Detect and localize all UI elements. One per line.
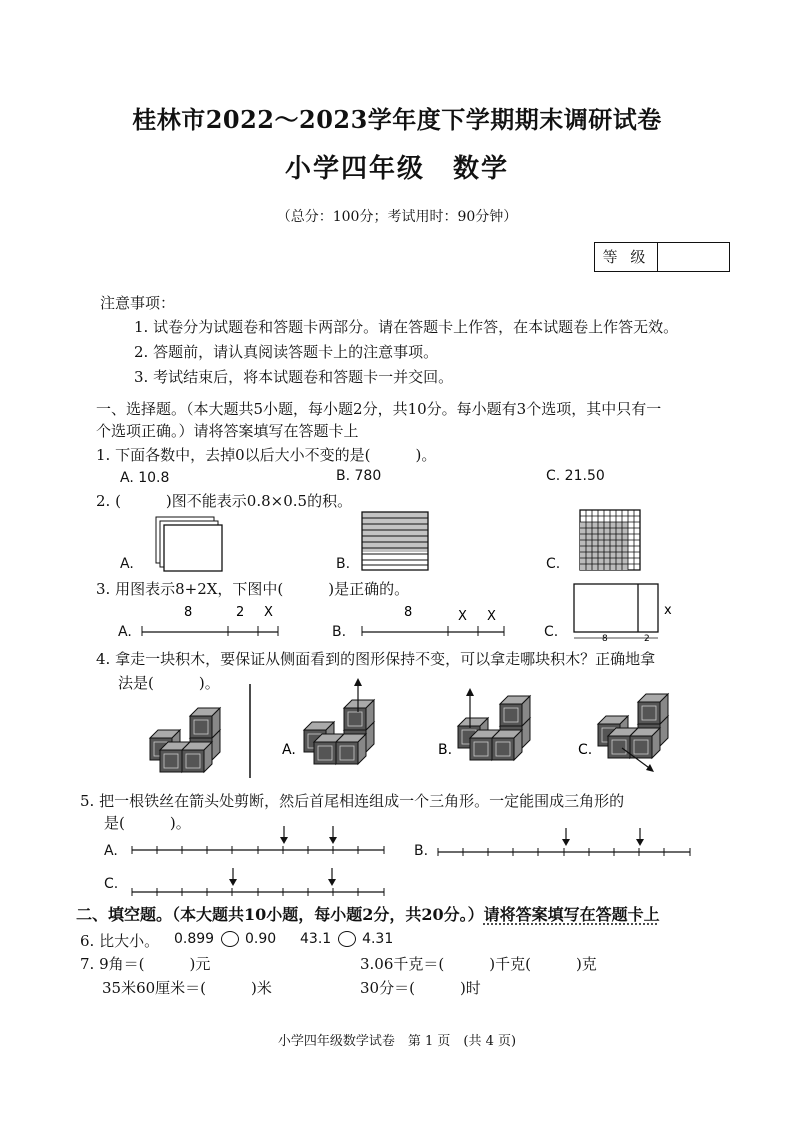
q3-a-label-x: X: [264, 605, 273, 620]
q7-item-meter: 35米60厘米＝( )米: [102, 979, 272, 997]
section2-heading-emph: 请将答案填写在答题卡上: [483, 905, 660, 924]
exam-title: 桂林市2022～2023学年度下学期期末调研试卷: [132, 105, 662, 134]
q2-figure-a: [150, 515, 230, 575]
q3-figure-c: [572, 582, 682, 642]
q7-item-hour: 30分＝( )时: [360, 979, 481, 997]
q1-option-a: A. 10.8: [120, 470, 170, 486]
q5-option-b: B.: [414, 843, 429, 859]
q3-c-label-2: 2: [644, 634, 650, 644]
q3-b-label-x2: X: [487, 609, 496, 624]
page-footer: 小学四年级数学试卷 第 1 页 (共 4 页): [277, 1034, 517, 1049]
q3-a-label-8: 8: [184, 605, 193, 620]
grade-blank: [658, 243, 729, 271]
q2-text: 2. ( )图不能表示0.8×0.5的积。: [96, 492, 353, 510]
section2-heading-plain: 二、填空题。（本大题共10小题，每小题2分，共20分。）: [76, 905, 484, 924]
q5-figure-a: [130, 824, 390, 858]
q6-a-left: 0.899: [174, 931, 215, 947]
q3-c-label-8: 8: [602, 634, 608, 644]
q4-option-b: B.: [438, 742, 453, 758]
q5-text-line1: 5. 把一根铁丝在箭头处剪断，然后首尾相连组成一个三角形。一定能围成三角形的: [80, 792, 625, 810]
q5-option-c: C.: [104, 876, 119, 892]
exam-subtitle: 小学四年级 数学: [284, 154, 509, 184]
q2-figure-b: [362, 512, 430, 572]
q3-option-b: B.: [332, 624, 347, 640]
q6-a-right: 0.90: [245, 931, 277, 947]
notice-item-3: 3. 考试结束后，将本试题卷和答题卡一并交回。: [134, 368, 454, 386]
exam-info: （总分：100分；考试用时：90分钟）: [276, 209, 518, 225]
q3-b-label-8: 8: [404, 605, 413, 620]
q4-original-figure: [150, 708, 220, 772]
q3-figure-a: [140, 604, 285, 640]
q1-option-c: C. 21.50: [546, 468, 605, 484]
q2-option-b: B.: [336, 556, 351, 572]
q4-option-a: A.: [282, 742, 296, 758]
q5-figure-b: [436, 824, 696, 858]
q6-compare-b: [300, 931, 393, 947]
notice-heading: 注意事项：: [100, 294, 176, 312]
section1-heading-line2: 个选项正确。）请将答案填写在答题卡上: [96, 422, 359, 440]
section1-heading-line1: 一、选择题。（本大题共5小题，每小题2分，共10分。每小题有3个选项，其中只有一: [96, 400, 662, 418]
notice-item-1: 1. 试卷分为试题卷和答题卡两部分。请在答题卡上作答，在本试题卷上作答无效。: [134, 318, 679, 336]
q2-figure-c: [580, 510, 642, 572]
q1-option-b: B. 780: [336, 468, 382, 484]
q6-b-right: 4.31: [362, 931, 394, 947]
q1-text: 1. 下面各数中，去掉0以后大小不变的是( )。: [96, 446, 437, 464]
q7-item-kg: 3.06千克＝( )千克( )克: [360, 955, 597, 973]
q5-text-line2: 是( )。: [104, 814, 191, 832]
q4-figure-b: [458, 688, 530, 760]
q4-text-line1: 4. 拿走一块积木，要保证从侧面看到的图形保持不变，可以拿走哪块积木？正确地拿: [96, 650, 656, 668]
section2-heading: [76, 902, 660, 925]
q4-figure-a: [304, 678, 374, 764]
q6-compare-a: [174, 931, 276, 947]
q3-a-label-2: 2: [236, 605, 245, 620]
q3-option-a: A.: [118, 624, 132, 640]
q6-label: 6. 比大小。: [80, 932, 160, 950]
notice-item-2: 2. 答题前，请认真阅读答题卡上的注意事项。: [134, 343, 439, 361]
q4-figures: [140, 680, 700, 780]
q3-b-label-x1: X: [458, 609, 467, 624]
q5-figure-c: [130, 864, 390, 898]
q3-option-c: C.: [544, 624, 559, 640]
q4-text-line2: 法是( )。: [118, 674, 220, 692]
q7-item-jiao: 7. 9角＝( )元: [80, 955, 211, 973]
grade-box: [594, 242, 730, 272]
q2-option-a: A.: [120, 556, 134, 572]
q6-b-left: 43.1: [300, 931, 332, 947]
q6-a-circle[interactable]: [221, 931, 239, 947]
q3-text: 3. 用图表示8+2X，下图中( )是正确的。: [96, 580, 410, 598]
q4-figure-c: [598, 694, 668, 772]
q3-c-label-x: x: [664, 603, 672, 618]
q2-option-c: C.: [546, 556, 561, 572]
grade-label: 等 级: [595, 243, 658, 271]
q6-b-circle[interactable]: [338, 931, 356, 947]
q5-option-a: A.: [104, 843, 118, 859]
q3-figure-b: [360, 604, 510, 640]
q4-option-c: C.: [578, 742, 593, 758]
